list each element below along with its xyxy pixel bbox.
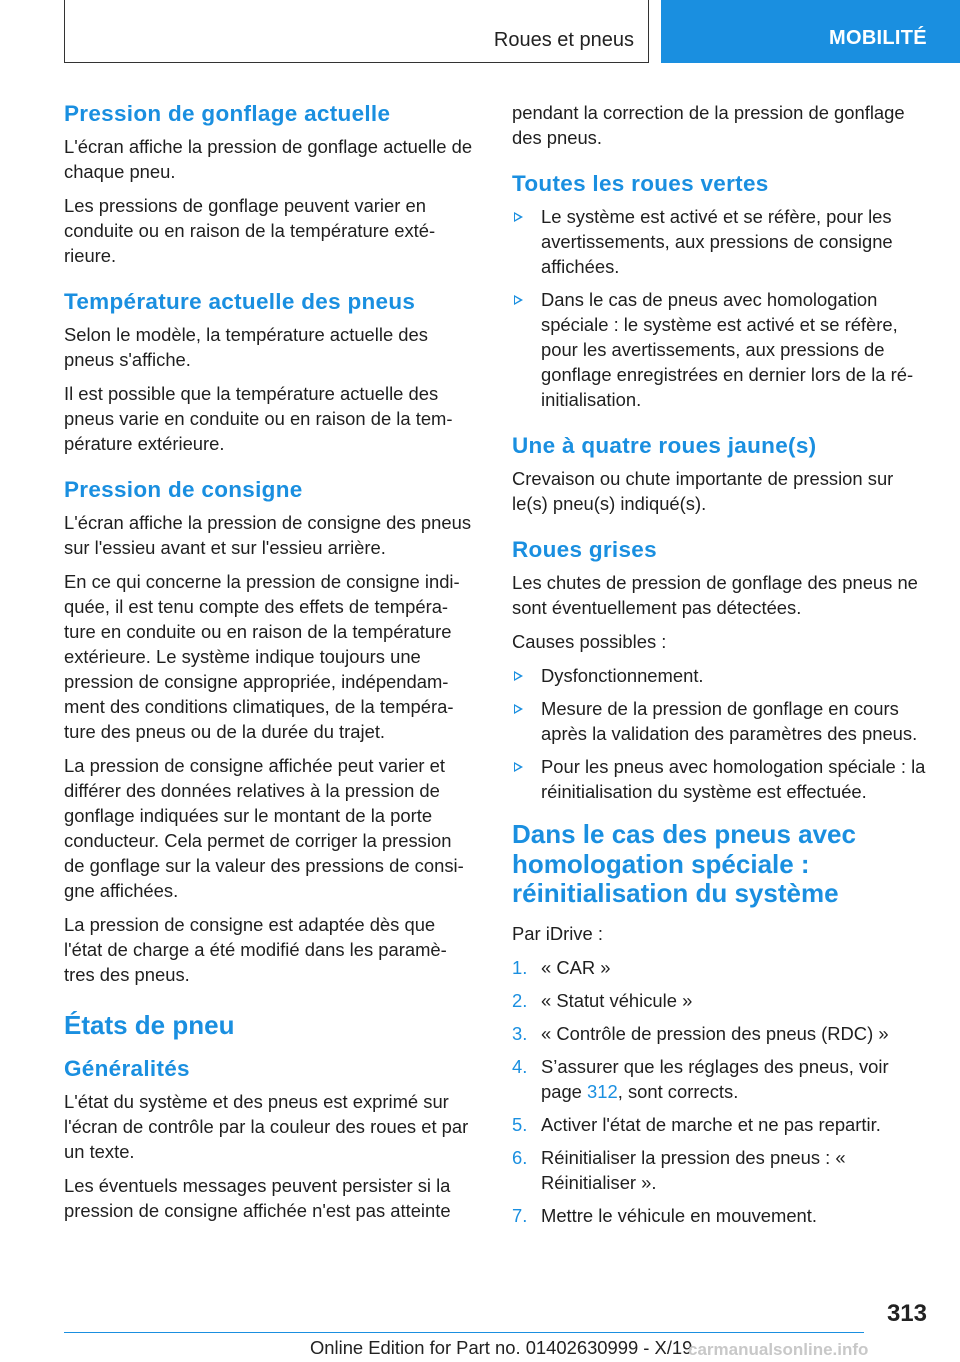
paragraph: Il est possible que la température actuelle des pneus varie en conduite ou en raison de la tem-pérature extérieure. [64, 383, 453, 454]
paragraph: Les éventuels messages peuvent persister si la pression de consigne affichée n'est pas atteinte [64, 1175, 451, 1221]
triangle-bullet-icon [514, 671, 523, 681]
paragraph: L'état du système et des pneus est exprimé sur l'écran de contrôle par la couleur des roues et par un texte. [64, 1091, 469, 1162]
bullet-list-green [512, 204, 930, 412]
triangle-bullet-icon [514, 295, 523, 305]
paragraph: La pression de consigne est adaptée dès que l'état de charge a été modifié dans les paramè-tres des pneus. [64, 914, 447, 985]
triangle-bullet-icon [514, 212, 523, 222]
right-column [512, 100, 930, 1237]
header-section-title: Roues et pneus [493, 29, 634, 51]
page-link[interactable]: 312 [587, 1080, 618, 1102]
paragraph: Les chutes de pression de gonflage des pneus ne sont éventuellement pas détectées. [512, 572, 918, 618]
header-chapter-tab: MOBILITÉ [661, 0, 960, 63]
list-item: Le système est activé et se réfère, pour les avertissements, aux pressions de consigne affichées. [512, 204, 930, 279]
left-column [64, 100, 476, 1232]
heading-general: Généralités [64, 1056, 190, 1081]
step-item: 5. Activer l'état de marche et ne pas repartir. [512, 1113, 881, 1135]
header-section-box [64, 0, 649, 63]
step-item: 2. « Statut véhicule » [512, 989, 693, 1011]
bullet-list-causes [512, 663, 930, 804]
paragraph: Selon le modèle, la température actuelle des pneus s'affiche. [64, 324, 428, 370]
steps-list [512, 955, 930, 1228]
footer-watermark: carmanualsonline.info [688, 1340, 869, 1359]
paragraph: Les pressions de gonflage peuvent varier en conduite ou en raison de la température exté-rieure. [64, 195, 436, 266]
paragraph: Par iDrive : [512, 922, 603, 944]
heading-tire-states: États de pneu [64, 1010, 235, 1040]
paragraph: Crevaison ou chute importante de pression sur le(s) pneu(s) indiqué(s). [512, 468, 894, 514]
paragraph: L'écran affiche la pression de gonflage actuelle de chaque pneu. [64, 136, 473, 182]
heading-yellow-wheels: Une à quatre roues jaune(s) [512, 433, 817, 458]
list-item: Pour les pneus avec homologation spéciale : la réinitialisation du système est effectuée. [512, 754, 930, 804]
paragraph: pendant la correction de la pression de gonflage des pneus. [512, 102, 905, 148]
heading-setpoint-pressure: Pression de consigne [64, 477, 303, 502]
step-item: 3. « Contrôle de pression des pneus (RDC) » [512, 1022, 889, 1044]
paragraph: La pression de consigne affichée peut varier et différer des données relatives à la pression de gonflage indiquées sur le montant de la porte conducteur. Cela permet de corriger la pression de gonflage sur la valeur des pressions de consi-gne affichées. [64, 755, 464, 901]
step-item: 1. « CAR » [512, 956, 611, 978]
paragraph: Causes possibles : [512, 631, 667, 652]
footer-edition: Online Edition for Part no. 01402630999 - X/19 [310, 1337, 693, 1358]
heading-current-temperature: Température actuelle des pneus [64, 289, 416, 314]
step-item: 4. S’assurer que les réglages des pneus, voir page 312, sont corrects. [512, 1055, 889, 1102]
footer-divider [64, 1332, 864, 1333]
paragraph: En ce qui concerne la pression de consigne indi-quée, il est tenu compte des effets de tempéra-ture en conduite ou en raison de la température extérieure. Le système indique toujours une pression de consigne appropriée, indépendam-ment des conditions climatiques, de la tempéra-ture des pneus ou de la durée du trajet. [64, 571, 460, 742]
list-item: Dysfonctionnement. [512, 663, 930, 688]
heading-all-green: Toutes les roues vertes [512, 171, 769, 196]
heading-reset-system: Dans le cas des pneus avec homologation spéciale : réinitialisation du système [512, 819, 856, 908]
step-item: 6. Réinitialiser la pression des pneus : « Réinitialiser ». [512, 1146, 846, 1193]
heading-current-pressure: Pression de gonflage actuelle [64, 101, 391, 126]
triangle-bullet-icon [514, 762, 523, 772]
heading-grey-wheels: Roues grises [512, 537, 657, 562]
step-item: 7. Mettre le véhicule en mouvement. [512, 1204, 817, 1226]
list-item: Mesure de la pression de gonflage en cours après la validation des paramètres des pneus. [512, 696, 930, 746]
page-number: 313 [886, 1300, 927, 1327]
triangle-bullet-icon [514, 704, 523, 714]
list-item: Dans le cas de pneus avec homologation spéciale : le système est activé et se réfère, pour les avertissements, aux pressions de gonflage enregistrées en dernier lors de la ré-initialisation. [512, 287, 930, 412]
paragraph: L'écran affiche la pression de consigne des pneus sur l'essieu avant et sur l'essieu arrière. [64, 512, 472, 558]
